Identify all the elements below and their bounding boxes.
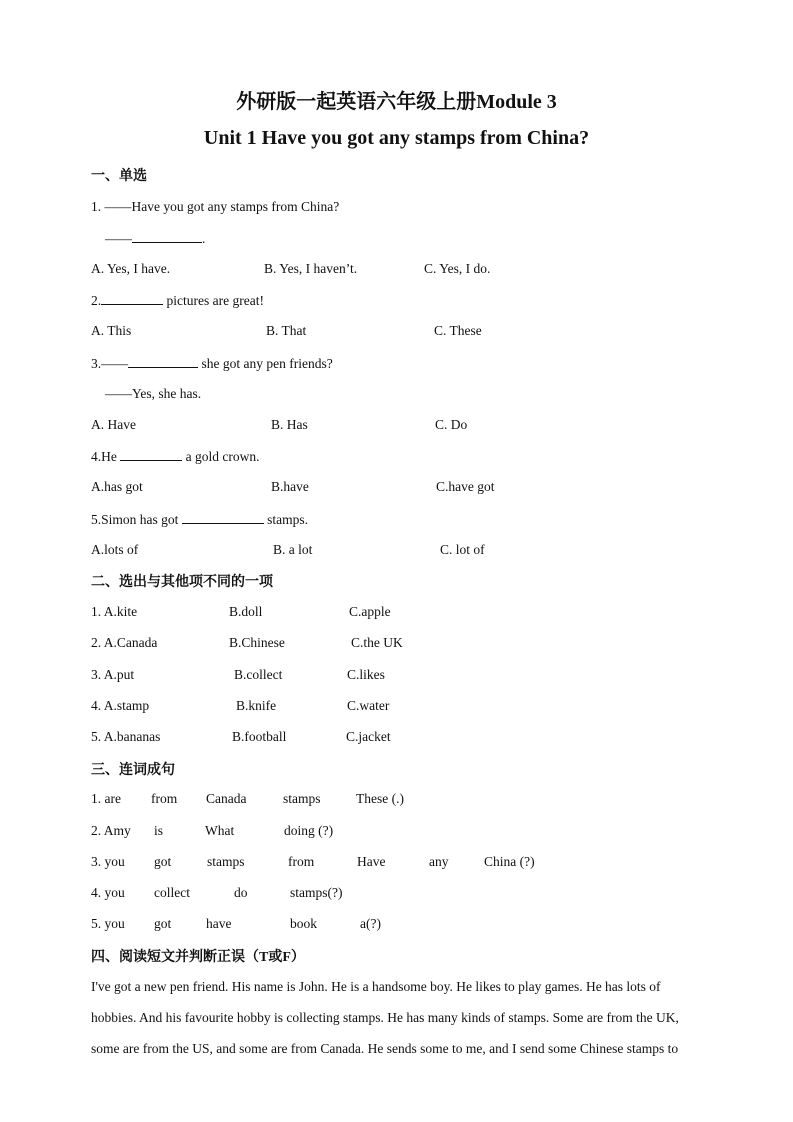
section-heading-reading: 四、阅读短文并判断正误（T或F）	[91, 950, 305, 965]
option-a: 1. A.kite	[91, 604, 138, 619]
word: is	[154, 823, 164, 838]
question-text: stamps.	[263, 512, 309, 527]
word: Canada	[206, 791, 247, 806]
word: doing (?)	[284, 823, 334, 838]
option-c: C.apple	[349, 604, 391, 619]
word: book	[290, 916, 317, 931]
answer-blank	[120, 448, 182, 461]
passage-line: some are from the US, and some are from Canada. He sends some to me, and I send some Chinese stamps to	[91, 1041, 679, 1056]
question-1-stem: 1. ——Have you got any stamps from China?	[91, 199, 340, 214]
answer-blank	[128, 355, 198, 368]
option-c: C. lot of	[440, 542, 485, 557]
word: 4. you	[91, 885, 125, 900]
answer-prefix: ——	[105, 231, 132, 246]
option-a: A.has got	[91, 479, 143, 494]
question-1-answer-line	[105, 230, 205, 250]
word: from	[151, 791, 178, 806]
page-title: 外研版一起英语六年级上册Module 3	[236, 91, 557, 113]
word: China (?)	[484, 854, 535, 869]
word: 5. you	[91, 916, 125, 931]
question-prefix: 5.Simon has got	[91, 512, 182, 527]
option-a: A. Yes, I have.	[91, 261, 171, 276]
question-5-stem	[91, 511, 308, 531]
word: 2. Amy	[91, 823, 131, 838]
passage-line: I've got a new pen friend. His name is John. He is a handsome boy. He likes to play games. He has lots of	[91, 979, 661, 994]
question-3-answer: ——Yes, she has.	[105, 386, 202, 401]
option-a: A. This	[91, 323, 132, 338]
option-a: 5. A.bananas	[91, 729, 161, 744]
word: stamps	[207, 854, 245, 869]
word: 1. are	[91, 791, 121, 806]
option-b: B.doll	[229, 604, 263, 619]
question-text: she got any pen friends?	[198, 356, 333, 371]
option-b: B. That	[266, 323, 307, 338]
option-c: C. These	[434, 323, 482, 338]
option-c: C.the UK	[351, 635, 403, 650]
word: any	[429, 854, 449, 869]
word: got	[154, 916, 172, 931]
option-b: B.have	[271, 479, 309, 494]
word: Have	[357, 854, 386, 869]
option-a: 3. A.put	[91, 667, 135, 682]
question-3-stem	[91, 355, 333, 375]
page-subtitle: Unit 1 Have you got any stamps from China?	[203, 127, 590, 149]
word: stamps	[283, 791, 321, 806]
word: do	[234, 885, 248, 900]
option-c: C.have got	[436, 479, 495, 494]
option-c: C.likes	[347, 667, 385, 682]
passage-line: hobbies. And his favourite hobby is collecting stamps. He has many kinds of stamps. Some are from the UK,	[91, 1010, 679, 1025]
word: What	[205, 823, 235, 838]
answer-suffix: .	[202, 231, 206, 246]
word: from	[288, 854, 315, 869]
word: stamps(?)	[290, 885, 343, 900]
question-prefix: 3.——	[91, 356, 129, 371]
option-b: B.football	[232, 729, 287, 744]
option-c: C.water	[347, 698, 390, 713]
option-a: 2. A.Canada	[91, 635, 158, 650]
question-2-stem	[91, 292, 264, 312]
option-c: C. Do	[435, 417, 468, 432]
option-b: B.Chinese	[229, 635, 285, 650]
answer-blank	[182, 511, 264, 524]
word: have	[206, 916, 232, 931]
question-text: a gold crown.	[182, 449, 260, 464]
option-a: A.lots of	[91, 542, 139, 557]
word: a(?)	[360, 916, 381, 931]
question-text: pictures are great!	[163, 293, 264, 308]
reading-passage	[91, 971, 707, 1064]
question-4-stem	[91, 448, 259, 468]
answer-blank	[132, 230, 202, 243]
section-heading-single-choice: 一、单选	[91, 169, 147, 184]
question-prefix: 4.He	[91, 449, 121, 464]
option-c: C. Yes, I do.	[424, 261, 491, 276]
answer-blank	[101, 292, 163, 305]
word: got	[154, 854, 172, 869]
section-heading-word-order: 三、连词成句	[91, 763, 175, 778]
option-a: A. Have	[91, 417, 136, 432]
option-b: B.knife	[236, 698, 277, 713]
word: These (.)	[356, 791, 404, 806]
section-heading-odd-one-out: 二、选出与其他项不同的一项	[91, 575, 273, 590]
option-a: 4. A.stamp	[91, 698, 150, 713]
option-b: B.collect	[234, 667, 283, 682]
question-number: 2.	[91, 293, 102, 308]
word: collect	[154, 885, 190, 900]
option-b: B. Yes, I haven’t.	[264, 261, 358, 276]
option-b: B. Has	[271, 417, 308, 432]
option-b: B. a lot	[273, 542, 313, 557]
word: 3. you	[91, 854, 125, 869]
option-c: C.jacket	[346, 729, 391, 744]
